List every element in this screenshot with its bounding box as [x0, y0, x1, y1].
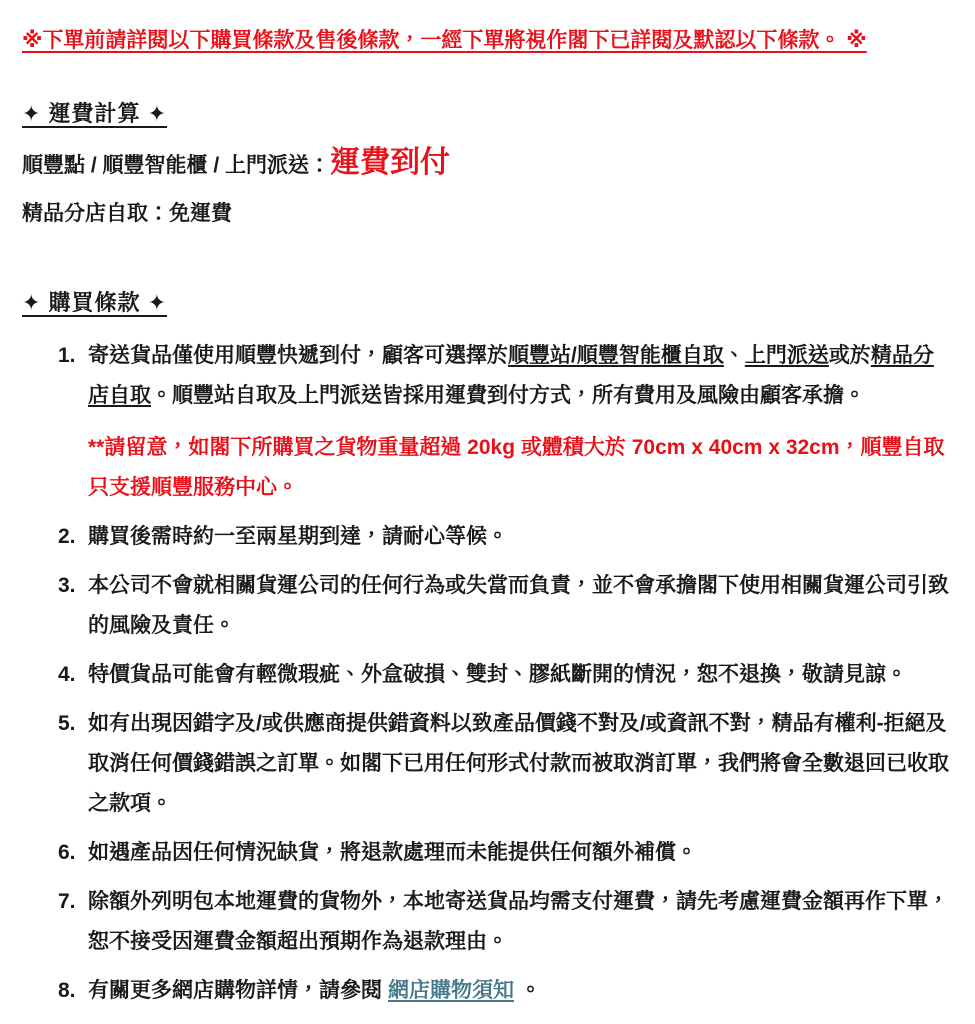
term-body [88, 336, 950, 508]
text-segment: 、 [723, 344, 745, 367]
underlined-sf-pickup: 順豐站/順豐智能櫃自取 [508, 344, 724, 367]
term-item-4 [22, 655, 950, 695]
store-pickup-line: 精品分店自取：免運費 [22, 202, 232, 225]
shipping-methods-label: 順豐點 / 順豐智能櫃 / 上門派送： [22, 154, 331, 177]
shop-guide-link[interactable]: 網店購物須知 [388, 979, 514, 1002]
term-text: 如遇產品因任何情況缺貨，將退款處理而未能提供任何額外補償。 [88, 841, 697, 864]
term-item-6 [22, 833, 950, 873]
term-item-8 [22, 971, 950, 1011]
term-text: 除額外列明包本地運費的貨物外，本地寄送貨品均需支付運費，請先考慮運費金額再作下單，恕不接受因運費金額超出預期作為退款理由。 [88, 890, 949, 953]
item-number: 4. [58, 663, 76, 686]
item-number: 2. [58, 525, 76, 548]
item-number: 5. [58, 712, 76, 735]
term-text: 購買後需時約一至兩星期到達，請耐心等候。 [88, 525, 508, 548]
term-body [88, 517, 950, 557]
term-item-3 [22, 566, 950, 646]
text-segment: 。順豐站自取及上門派送皆採用運費到付方式，所有費用及風險由顧客承擔。 [151, 384, 865, 407]
term-item-2 [22, 517, 950, 557]
term-text: 特價貨品可能會有輕微瑕疵、外盒破損、雙封、膠紙斷開的情況，恕不退換，敬請見諒。 [88, 663, 907, 686]
weight-size-limit-note: **請留意，如閣下所購買之貨物重量超過 20kg 或體積大於 70cm x 40cm x 32cm，順豐自取只支援順豐服務中心。 [88, 436, 945, 499]
shipping-fee-heading: ✦ 運費計算 ✦ [22, 101, 168, 126]
term-text: 本公司不會就相關貨運公司的任何行為或失當而負責，並不會承擔閣下使用相關貨運公司引致的風險及責任。 [88, 574, 949, 637]
term-text [88, 336, 950, 416]
term-item-7 [22, 882, 950, 962]
term-body [88, 704, 950, 824]
term-body [88, 566, 950, 646]
term-item-5 [22, 704, 950, 824]
item-number: 6. [58, 841, 76, 864]
term-text [88, 971, 950, 1011]
text-segment: 有關更多網店購物詳情，請參閱 [88, 979, 382, 1002]
item-number: 1. [58, 344, 76, 367]
underlined-store-pickup: 精品分店自取 [88, 344, 934, 407]
term-body [88, 833, 950, 873]
item-number: 8. [58, 979, 76, 1002]
item-number: 7. [58, 890, 76, 913]
text-segment: 寄送貨品僅使用順豐快遞到付，顧客可選擇於 [88, 344, 508, 367]
text-segment: 或於 [828, 344, 871, 367]
underlined-home-delivery: 上門派送 [744, 344, 829, 367]
term-body [88, 655, 950, 695]
item-number: 3. [58, 574, 76, 597]
term-body [88, 882, 950, 962]
shipping-methods-line [22, 143, 950, 186]
term-body [88, 971, 950, 1011]
terms-list [22, 336, 950, 1011]
text-segment: 。 [520, 979, 541, 1002]
pre-order-warning-banner: ※下單前請詳閱以下購買條款及售後條款，一經下單將視作閣下已詳閱及默認以下條款。 ※ [22, 29, 867, 52]
purchase-terms-heading: ✦ 購買條款 ✦ [22, 290, 168, 315]
freight-collect-value: 運費到付 [330, 146, 451, 179]
term-text: 如有出現因錯字及/或供應商提供錯資料以致產品價錢不對及/或資訊不對，精品有權利-拒絕及取消任何價錢錯誤之訂單。如閣下已用任何形式付款而被取消訂單，我們將會全數退回已收取之款項。 [88, 712, 949, 815]
term-item-1 [22, 336, 950, 508]
